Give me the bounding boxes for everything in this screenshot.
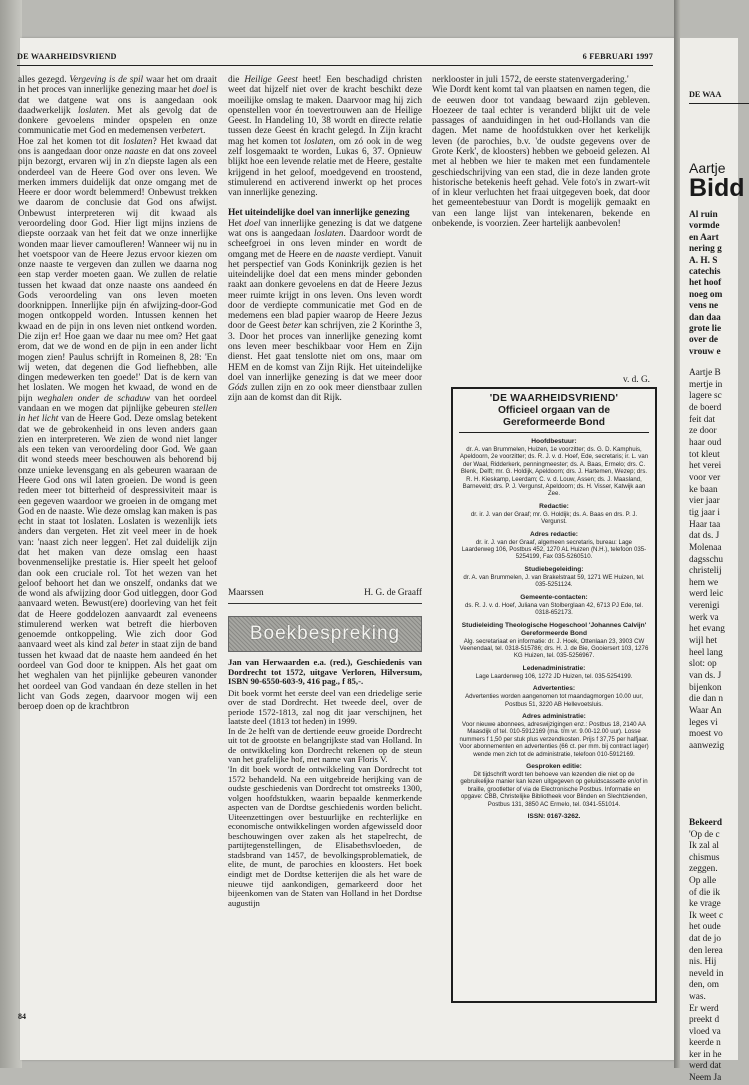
colophon-section-heading: Gemeente-contacten: <box>520 593 588 601</box>
text-line: het verei <box>689 461 722 472</box>
text-line: den lerea <box>689 945 723 956</box>
text-line: Neem Ja <box>689 1073 722 1084</box>
colophon-section-heading: Redactie: <box>539 502 569 510</box>
author-place: Maarssen <box>228 588 264 598</box>
text-line: of die ik <box>689 887 720 898</box>
colophon-section-text: dr. ir. J. van der Graaf; mr. G. Holdijk; ds. A. Baas en drs. P. J. Vergunst. <box>470 510 638 526</box>
paragraph: In de 2e helft van de dertiende eeuw groeide Dordrecht uit tot de grootste en belangrijkste stad van Holland. In de ontwikkeling kon Dordrecht rekenen op de steun van het grafelijke hof, met name van Floris V. <box>228 725 422 765</box>
text-line: den, om <box>689 980 719 991</box>
colophon-title: 'DE WAARHEIDSVRIEND' <box>489 393 619 404</box>
text-line: tot kleut <box>689 449 720 460</box>
text-line: Molenaa <box>689 542 722 553</box>
text-line: bijenkon <box>689 682 722 693</box>
colophon-subtitle: Officieel orgaan van de <box>497 405 611 416</box>
colophon-subtitle: Gereformeerde Bond <box>503 417 605 428</box>
text-line: het hoof <box>689 278 722 289</box>
colophon-section-text: ds. R. J. v. d. Hoef, Juliana van Stolberglaan 42, 6713 PJ Ede, tel. 0318-652173. <box>464 601 644 617</box>
text-line: Er werd <box>689 1003 719 1014</box>
next-page-lead <box>689 210 749 358</box>
running-head <box>17 52 653 64</box>
article-column-2 <box>228 75 422 625</box>
text-line: zeggen. <box>689 864 718 875</box>
colophon-section-text: dr. A. van Brummelen, J. van Brakelstraat 59, 1271 WE Huizen, tel. 035-5251124. <box>463 573 645 589</box>
header-rule <box>17 65 653 66</box>
paragraph: Wie Dordt kent komt tal van plaatsen en namen tegen, die de eeuwen door tot vandaag bewaard zijn gebleven. Hoezeer de taal echter is veranderd blijkt uit de vele passages of aanduidingen in het oud-Hollands van die dagen. Met name de hoofdstukken over het kerkelijk leven (de parochies, b.v. 'de oudste gegevens over de Grote Kerk', de kloosters) hebben we geboeid gelezen. Al met al hebben we hier te maken met een fundamentele geschiedschrijving van een stad, die in deze landen grote historische betekenis heeft gehad. Vele foto's in zwart-wit of in kleur verluchten het fraai uitgegeven boek, dat door het gemeentebestuur van Dordt is mogelijk gemaakt en van een lange lijst van intekenaren, bekende en onbekende, is voorzien. Zeer hartelijk aanbevolen! <box>432 85 650 229</box>
colophon-section-heading: Hoofdbestuur: <box>531 438 577 445</box>
colophon-section-heading: Studiebegeleiding: <box>524 565 584 573</box>
text-line: werk va <box>689 612 719 623</box>
text-line: 'Op de c <box>689 829 720 840</box>
issue-date: 6 FEBRUARI 1997 <box>582 52 653 61</box>
text-line: dan daa <box>689 312 721 323</box>
text-line: grote lie <box>689 324 722 335</box>
review-signature: v. d. G. <box>622 375 650 385</box>
page-number: 84 <box>18 1012 26 1021</box>
text-line: vens ne <box>689 301 719 312</box>
text-line: Al ruin <box>689 210 718 220</box>
article-column-3 <box>432 75 650 385</box>
text-line: ke baan <box>689 484 718 495</box>
paragraph: die Heilige Geest heet! Een beschadigd christen weet dat hijzelf niet over de kracht beschikt deze moeilijke omslag te maken. Daarvoor mag hij zich openstellen voor én toevertrouwen aan de Heilige Geest. In Handeling 10, 38 wordt en directe relatie tussen deze Geest én kracht gelegd. In Zijn kracht mag het komen tot loslaten, om zó ook in de weg zelf losgemaakt te worden, Lukas 6, 37. Opnieuw blijkt hoe een levende relatie met de Heere, gestalte krijgend in het geloof, moedgevend en troostend, stimulerend en activerend inwerkt op het proces van innerlijke genezing. <box>228 75 422 199</box>
colophon-section-text: dr. A. van Brummelen, Huizen, 1e voorzitter; ds. G. D. Kamphuis, Apeldoorn, 2e voorzitter; ds. R. J. v. d. Hoef, Ede, secretaris; ir. L. van der Waal, Ridderkerk, penningmeester; ds. A. Baas, Ermelo; drs. C. Blenk, Delft; mr. G. Holdijk, Apeldoorn; drs. J. Hartemen, Wezep; drs. R. H. Kieskamp, Leerdam; C. v. d. Louw, Assen; ds. J. Maasland, Barneveld; drs. P. J. Vergunst, Apeldoorn; ds. H. Visser, Katwijk aan Zee. <box>459 446 649 498</box>
colophon-section-heading: Studieleiding Theologische Hogeschool 'Johannes Calvijn' Gereformeerde Bond <box>461 621 647 637</box>
text-line: Ik zal al <box>689 841 719 852</box>
paragraph: 'In dit boek wordt de ontwikkeling van Dordrecht tot 1572 behandeld. Na een uitgebreide herijking van de oudste geschiedenis van Dordrecht tot omstreeks 1300, volgen hoofdstukken, waarin bepaalde kenmerkende aspecten van de Dordtse geschiedenis worden belicht. Uiteenzettingen over bestuurlijke en rechterlijke en economische ontwikkelingen worden afgewisseld door beschouwingen over zaken als het stapelrecht, de partijtegenstellingen, de Elisabethsvloeden, de stadsbrand van 1457, de bevolkingsproblematiek, de elite, de munt, de parochies en kloosters. Het boek eindigt met de Dordtse ketterijen die als het ware de nieuwe tijd aankondigen, gemarkeerd door het bijeenkomen van de Staten van Holland in het Dordtse augustijn <box>228 764 422 908</box>
text-line: ke vrage <box>689 899 721 910</box>
text-line: ze door <box>689 426 717 437</box>
text-line: nering g <box>689 244 722 255</box>
text-line: chismus <box>689 852 720 863</box>
text-line: werd leic <box>689 589 724 600</box>
text-line: heel lang <box>689 647 723 658</box>
text-line: preekt d <box>689 1015 720 1026</box>
paragraph: Het doel van innerlijke genezing is dat we datgene wat ons is aangedaan loslaten. Daardoor wordt de scheefgroei in ons leven minder en wordt de omgang met de Heere en de naaste verdiept. Vanuit het perspectief van Gods Koninkrijk gezien is het uiteindelijke doel dat een mens minder gebonden raakt aan donkere gevoelens en dat de Heere Jezus meer ruimte krijgt in ons leven. Ons leven wordt door de verdiepte communicatie met God en de medemens een blad papier waarop de Heere Jezus door de Geest beter kan schrijven, zie 2 Korinthe 3, 3. Door het proces van innerlijke genezing komt ons leven meer beschikbaar voor Hem en Zijn dienst. Het gaat tenslotte niet om ons, maar om HEM en de komst van Zijn Rijk. Het uiteindelijke doel van innerlijke genezing is dat we meer door Góds zullen zijn en zo ook meer dienstbaar zullen zijn aan de komst dan dit Rijk. <box>228 218 423 404</box>
text-line: de boerd <box>689 402 722 413</box>
text-line: vormde <box>689 221 720 232</box>
article-column-1 <box>18 75 217 1007</box>
colophon-section-heading: ISSN: 0167-3262. <box>527 813 581 820</box>
text-line: feit dat <box>689 414 716 425</box>
text-line: aanwezig <box>689 741 725 751</box>
next-page-title: Bidd <box>689 174 745 202</box>
author-name: H. G. de Graaff <box>364 588 422 598</box>
text-line: die dan n <box>689 694 724 705</box>
colophon-section-heading: Adres administratie: <box>522 712 586 720</box>
text-line: christelij <box>689 566 722 577</box>
text-line: Ik weet c <box>689 910 724 921</box>
text-line: nis. Hij <box>689 957 717 968</box>
next-page-kicker: Aartje <box>689 160 726 176</box>
next-page-running-head: DE WAA <box>689 90 722 99</box>
colophon-rule <box>459 432 649 433</box>
book-review-banner <box>228 616 422 652</box>
text-line: noeg om <box>689 289 723 300</box>
text-line: leges vi <box>689 717 718 728</box>
text-line: was. <box>689 991 706 1002</box>
text-line: over de <box>689 335 719 346</box>
text-line: verenigi <box>689 601 720 612</box>
colophon-section-heading: Ledenadministratie: <box>522 664 586 672</box>
colophon-section-text: Advertenties worden aangenomen tot maandagmorgen 10.00 uur, Postbus 51, 3220 AB Hellevoetsluis. <box>465 693 643 708</box>
text-line: Haar taa <box>689 519 721 530</box>
next-page-header-rule <box>689 103 749 104</box>
colophon-section-text: Lage Laarderweg 106, 1272 JD Huizen, tel. 035-5254199. <box>475 672 633 680</box>
colophon-box <box>451 387 657 1003</box>
text-line: dat de jo <box>689 933 722 944</box>
text-line: werd dat <box>689 1061 722 1072</box>
colophon-section-text: Alg. secretariaat en informatie: dr. J. Hoek, Ottenlaan 23, 3903 CW Veenendaal, tel. 0318-515786; drs. H. J. de Bie, Gooiersert 103, 1276 KG Huizen, tel. 035-5256967. <box>459 637 649 660</box>
next-page <box>680 38 745 1084</box>
text-line: vrouw e <box>689 346 721 357</box>
colophon-section-text: Dit tijdschrift wordt ten behoeve van lezenden die niet op de gebruikelijke manier kan lezen uitgegeven op geluidscassette en/of in braille, grootletter of via de Electronische Postbus. Informatie en opgave: CBB, Christelijke Bibliotheek voor Blinden en Slechtzienden, Postbus 131, 3850 AC Ermelo, tel. 0341-551014. <box>460 770 648 808</box>
next-page-subsection <box>689 818 749 1085</box>
book-review-title: Boekbespreking <box>249 623 401 644</box>
text-line: ker in he <box>689 1049 722 1060</box>
colophon-section-heading: Advertenties: <box>532 685 576 693</box>
book-reference: Jan van Herwaarden e.a. (red.), Geschiedenis van Dordrecht tot 1572, uitgave Verloren, Hilversum, ISBN 90-6550-603-9, 416 pag., f 85,-. <box>228 657 422 687</box>
text-line: hem we <box>689 577 719 588</box>
next-page-subheading: Bekeerd <box>689 818 723 828</box>
text-line: catechis <box>689 267 721 278</box>
paragraph: Hoe zal het komen tot dit loslaten? Het kwaad dat ons is aangedaan door onze naaste en dat ons zoveel pijn bezorgt, ervaren wij in z'n diepste lagen als een onderdeel van de Heere God over ons leven. We merken immers duidelijk dat onze omgang met de Heere er door wordt belemmerd! Onbewust trekken we daarom de conclusie dat God ons afwijst. Onbewust interpreteren wij dit kwaad als veroordeling door God. Hier ligt mijns inziens de diepste oorzaak van het feit dat we onze innerlijke wonden maar liever camoufleren! Wanneer wij nu in het voetspoor van de Heere Jezus ervoor kiezen om onze naaste te vergeven dan zullen we daarna nog een stap verder moeten gaan. We zullen de relatie tussen het kwaad dat onze naaste ons aandeed én Gods veroordeling van ons leven moeten doorknippen. Innerlijke pijn én afwijzing-door-God mogen ontkoppeld worden. Intussen kennen het kwaad en de pijn in ons leven niet ontkend worden. Die zijn er! Hoe gaan we daar nu mee om? Het gaat erom, dat we de wond en de pijn in een ander licht mogen zien! Paulus schrijft in Romeinen 8, 28: 'En wij weten, dat degenen die God liefhebben, alle dingen medewerken ten goede!' Dat is de kern van het loslaten. We mogen het kwaad, de wond en de pijn weghalen onder de schaduw van het oordeel vandaan en we mogen dat pijnlijke gebeuren stellen in het licht van de Heere God. Deze omslag betekent dat we de gebrokenheid in ons leven anders gaan zien en interpreteren. We zien de wond niet langer als een teken van veroordeling door God. We gaan dit wond steeds meer beschouwen als behorend bij onze unieke levensgang en als gebeuren waaraan de Heere God ons wil laten groeien. De wond is geen reden meer tot bitterheid of despressiviteit maar is een gegeven waardoor we groeien in de omgang met God en de naaste. Wie deze omslag kan maken is pas echt in staat tot loslaten. Loslaten is wezenlijk iets anders dan vergeten. Het zit veel meer in de hoek van: 'naast zich neer leggen'. Het zal duidelijk zijn dat het maken van deze omslag een haast bovenmenselijke prestatie is. Hier speelt het geloof dan ook een cruciale rol. Tot het wezen van het geloof behoort het dan we onszelf, ondanks dat we de wond als afwijzing door God uitleggen, door God aanvaard weten. Bewust(ere) doorleving van het feit dat de Heere goddelozen aanvaardt zal eveneens stimulerend werken wat betreft die hierboven genoemde ontkoppeling. Wie zich door God aanvaard weet als kind zal beter in staat zijn de band tussen het kwaad dat de naaste hem aandeed én het oordeel van God door te knippen. Als het gaat om het weghalen van het pijnlijke gebeuren vanonder het oordeel van God vandaan én deze stellen in het licht van Gods zegen, daarvoor mogen wij een beroep doen op de krachtbron <box>18 136 217 713</box>
text-line: wijl het <box>689 636 718 647</box>
next-page-body <box>689 368 749 753</box>
colophon-section-heading: Adres redactie: <box>529 530 578 538</box>
paragraph: alles gezegd. Vergeving is de spil waar het om draait in het proces van innerlijke genezing maar het doel is dat we datgene wat ons is aangedaan ook daadwerkelijk loslaten. Met als gevolg dat de donkere gevoelens minder opspelen en onze communicatie met God en medemensen verbetert. <box>18 75 218 137</box>
text-line: mertje in <box>689 379 723 390</box>
text-line: van ds. J <box>689 671 722 682</box>
text-line: slot: op <box>689 659 717 670</box>
book-review-body <box>228 658 422 908</box>
text-line: haar oud <box>689 437 722 448</box>
text-line: het oude <box>689 922 721 933</box>
text-line: dagsschu <box>689 554 724 565</box>
section-heading: Het uiteindelijke doel van innerlijke genezing <box>228 208 410 219</box>
signature-rule <box>228 603 422 604</box>
text-line: Aartje B <box>689 368 721 378</box>
colophon-sections <box>459 438 649 821</box>
paragraph: nerklooster in juli 1572, de eerste statenvergadering.' <box>432 75 629 85</box>
text-line: tig jaar i <box>689 507 720 518</box>
text-line: neveld in <box>689 968 724 979</box>
text-line: A. H. S <box>689 255 718 266</box>
text-line: dat ds. J <box>689 531 720 542</box>
colophon-section-text: dr. ir. J. van der Graaf, algemeen secretaris, bureau: Lage Laarderweg 106, Postbus 452, 1270 AL Huizen (N.H.), telefoon 035-5254199, Fax 035-5260510. <box>461 538 647 561</box>
text-line: het evang <box>689 624 725 635</box>
publication-name: DE WAARHEIDSVRIEND <box>17 52 117 61</box>
paragraph: Dit boek vormt het eerste deel van een driedelige serie over de stad Dordrecht. Het tweede deel, over de periode 1572-1813, zal nog dit jaar verschijnen, het laatste deel (1813 tot heden) in 1999. <box>228 687 422 727</box>
text-line: moest vo <box>689 729 723 740</box>
colophon-section-heading: Gesproken editie: <box>526 762 582 770</box>
colophon-section-text: Voor nieuwe abonnees, adreswijzigingen enz.: Postbus 18, 2140 AA Maasdijk of tel. 010-5912169 (ma. t/m vr. 9.00-12.00 uur). Losse nummers f 1,50 per stuk plus verzendkosten. Prijs f 37,75 per halfjaar. Voor abonnementen en advertenties (66 ct. per mm. bij contract lager) wende men zich tot de administratie, telefoon 010-5912169. <box>459 720 649 758</box>
text-line: Waar An <box>689 706 722 717</box>
text-line: Op alle <box>689 875 717 886</box>
text-line: vloed va <box>689 1026 721 1037</box>
text-line: en Aart <box>689 232 719 243</box>
text-line: keerde n <box>689 1038 721 1049</box>
text-line: lagere sc <box>689 391 722 402</box>
text-line: voor ver <box>689 472 721 483</box>
text-line: vier jaar <box>689 496 720 507</box>
